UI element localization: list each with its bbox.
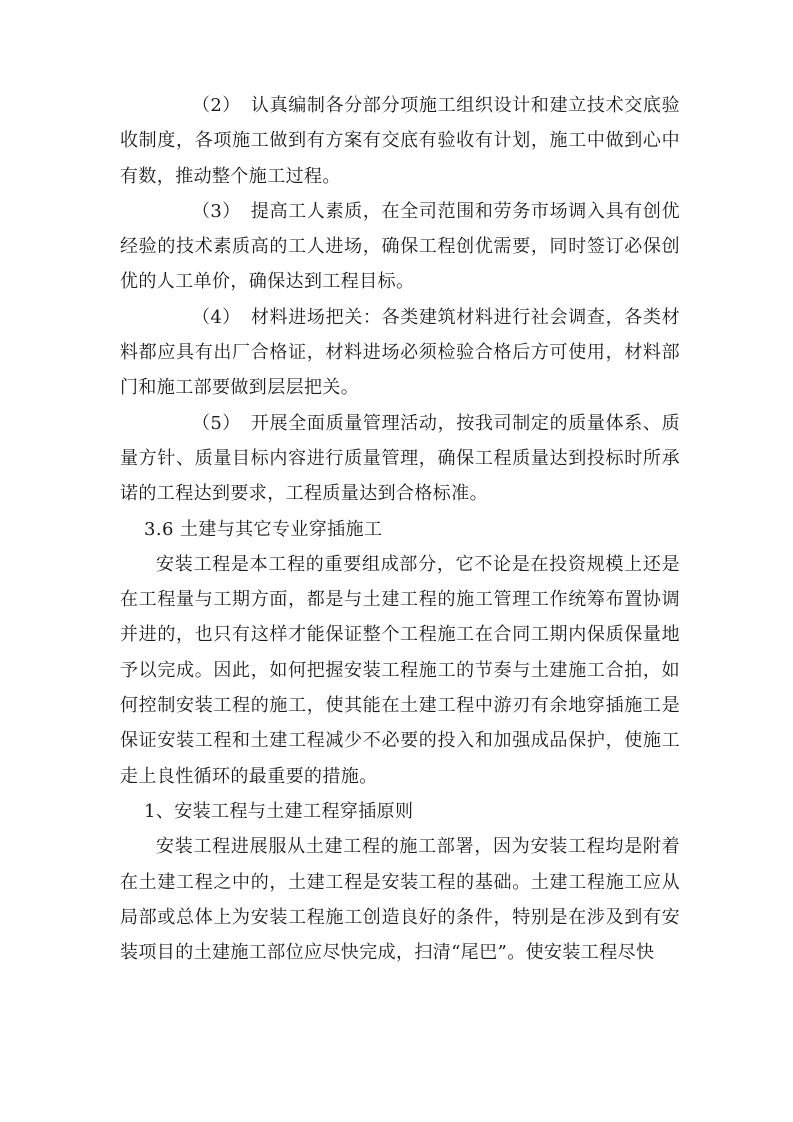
subsection-paragraph: 安装工程进展服从土建工程的施工部署，因为安装工程均是附着在土建工程之中的，土建工程是安装工程的基础。土建工程施工应从局部或总体上为安装工程施工创造良好的条件，特别是在涉及到有安装项目的土建施工部位应尽快完成，扫清“尾巴”。使安装工程尽快 <box>120 836 680 964</box>
item-number: （4） <box>192 306 241 328</box>
item-text: 认真编制各分部分项施工组织设计和建立技术交底验收制度，各项施工做到有方案有交底有验收有计划，施工中做到心中有数，推动整个施工过程。 <box>120 95 680 187</box>
document-page <box>120 88 680 970</box>
section-heading: 3.6 土建与其它专业穿插施工 <box>144 518 383 540</box>
list-paragraph-2 <box>120 88 680 194</box>
item-number: （2） <box>192 95 241 116</box>
item-number: （5） <box>192 412 241 434</box>
item-text: 开展全面质量管理活动，按我司制定的质量体系、质量方针、质量目标内容进行质量管理，确保工程质量达到投标时所承诺的工程达到要求，工程质量达到合格标准。 <box>120 412 680 505</box>
item-number: （3） <box>192 200 241 222</box>
list-paragraph-3 <box>120 194 680 300</box>
item-text: 材料进场把关：各类建筑材料进行社会调查，各类材料都应具有出厂合格证，材料进场必须检验合格后方可使用，材料部门和施工部要做到层层把关。 <box>120 306 680 399</box>
list-paragraph-5 <box>120 406 680 512</box>
list-paragraph-4 <box>120 300 680 406</box>
section-paragraph: 安装工程是本工程的重要组成部分，它不论是在投资规模上还是在工程量与工期方面，都是与土建工程的施工管理工作统筹布置协调并进的，也只有这样才能保证整个工程施工在合同工期内保质保量地予以完成。因此，如何把握安装工程施工的节奏与土建施工合拍，如何控制安装工程的施工，使其能在土建工程中游刃有余地穿插施工是保证安装工程和土建工程减少不必要的投入和加强成品保护，使施工走上良性循环的最重要的措施。 <box>120 553 680 787</box>
subsection-heading: 1、安装工程与土建工程穿插原则 <box>144 800 414 822</box>
item-text: 提高工人素质，在全司范围和劳务市场调入具有创优经验的技术素质高的工人进场，确保工程创优需要，同时签订必保创优的人工单价，确保达到工程目标。 <box>120 200 680 293</box>
